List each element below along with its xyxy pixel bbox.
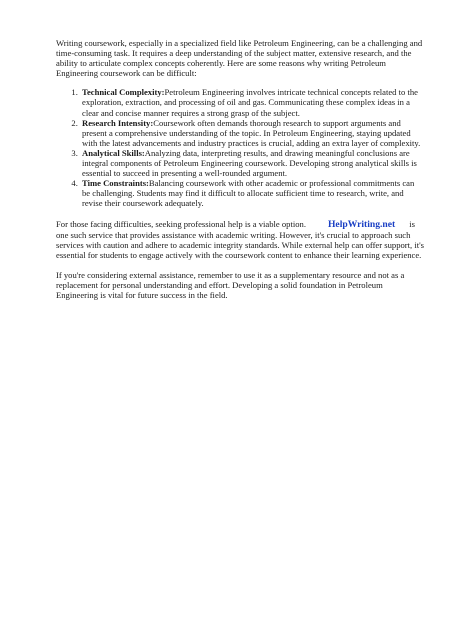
closing-paragraph: If you're considering external assistance, remember to use it as a supplementary resource and not as a replacement for personal understanding and effort. Developing a solid foundation in Petroleum Engineering is vital for future success in the field. <box>56 269 405 301</box>
reason-text: Coursework often demands thorough research to support arguments and present a comprehensive understanding of the topic. In Petroleum Engineering, staying updated with the latest advancements and industry practices is crucial, adding an extra layer of complexity. <box>82 117 421 148</box>
list-item <box>80 178 424 208</box>
list-item <box>80 118 424 148</box>
reason-term: Analytical Skills: <box>82 147 145 158</box>
reason-term: Time Constraints: <box>82 178 149 189</box>
intro-paragraph: Writing coursework, especially in a specialized field like Petroleum Engineering, can be a challenging and time-consuming task. It requires a deep understanding of the subject matter, extensive research, and the ability to articulate complex concepts coherently. Here are some reasons why writing Petroleum Engineering coursework can be difficult: <box>56 38 423 79</box>
document-page <box>56 38 424 300</box>
reason-term: Research Intensity: <box>82 117 154 128</box>
reasons-list <box>56 87 424 208</box>
reason-text: Analyzing data, interpreting results, and drawing meaningful conclusions are integral components of Petroleum Engineering coursework. Developing strong analytical skills is essential to succeed in presenting a well-rounded argument. <box>82 147 417 179</box>
help-text-before: For those facing difficulties, seeking professional help is a viable option. <box>56 218 306 229</box>
list-item <box>80 148 424 178</box>
reason-term: Technical Complexity: <box>82 87 165 98</box>
reason-text: Petroleum Engineering involves intricate technical concepts related to the exploration, extraction, and processing of oil and gas. Communicating these complex ideas in a clear and concise manner requires a strong grasp of the subject. <box>82 87 418 118</box>
reason-text: Balancing coursework with other academic or professional commitments can be challenging. Students may find it difficult to allocate sufficient time to research, write, and revise their coursework adequately. <box>82 178 415 209</box>
help-text-after: is one such service that provides assistance with academic writing. However, it's crucial to approach such services with caution and adhere to academic integrity standards. While external help can offer support, it's essential for students to engage actively with the coursework content to enhance their learning experience. <box>56 218 425 260</box>
list-item <box>80 87 424 117</box>
helpwriting-link[interactable]: HelpWriting.net <box>327 218 396 230</box>
help-paragraph <box>56 219 424 260</box>
